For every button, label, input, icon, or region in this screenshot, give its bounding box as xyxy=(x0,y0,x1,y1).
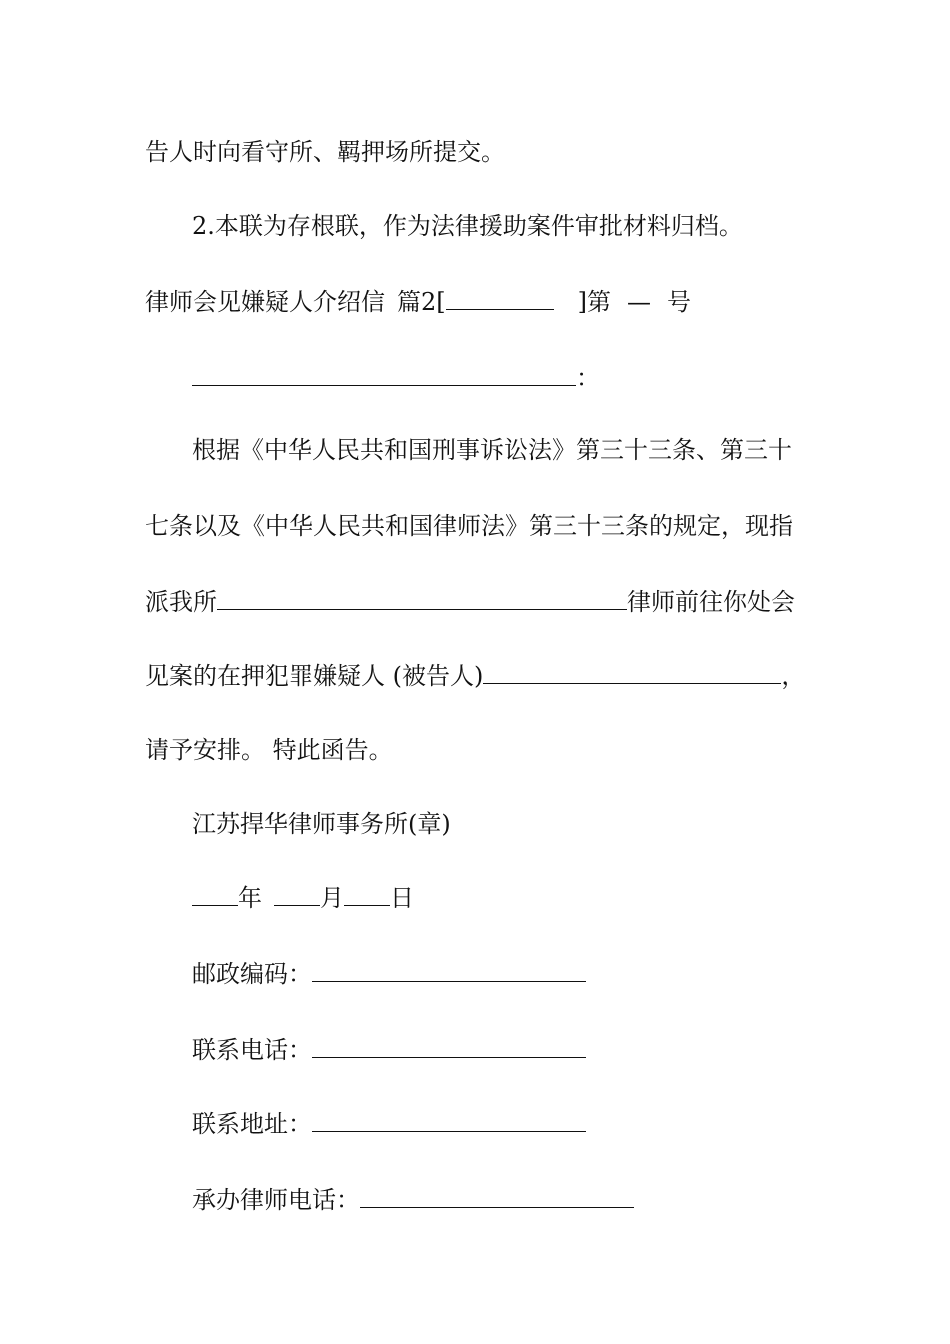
postal-code-line xyxy=(192,958,586,990)
year-label: 年 xyxy=(238,884,262,912)
lawyer-phone-line xyxy=(192,1184,634,1216)
body-line-1: 根据《中华人民共和国刑事诉讼法》第三十三条、第三十 xyxy=(192,436,792,464)
lawyer-phone-label: 承办律师电话： xyxy=(192,1186,360,1214)
suspect-name-blank[interactable] xyxy=(483,661,781,684)
phone-label: 联系电话： xyxy=(192,1036,312,1064)
letter-heading xyxy=(145,286,691,318)
heading-dash: — xyxy=(627,288,652,316)
postal-code-blank[interactable] xyxy=(312,959,586,982)
body-line-3 xyxy=(145,586,795,618)
body-line-2: 七条以及《中华人民共和国律师法》第三十三条的规定，现指 xyxy=(145,512,793,540)
addressee-colon: ： xyxy=(576,364,600,392)
letter-prefix-blank[interactable] xyxy=(446,287,554,310)
address-label: 联系地址： xyxy=(192,1110,312,1138)
text-line-1: 告人时向看守所、羁押场所提交。 xyxy=(145,138,505,166)
heading-number: 号 xyxy=(667,288,692,316)
postal-code-label: 邮政编码： xyxy=(192,960,312,988)
body-line-5: 请予安排。 特此函告。 xyxy=(145,736,393,764)
lawyer-phone-blank[interactable] xyxy=(360,1185,634,1208)
address-line xyxy=(192,1108,586,1140)
phone-line xyxy=(192,1034,586,1066)
heading-section: 篇2[ xyxy=(397,288,446,316)
heading-bracket-close: ]第 xyxy=(577,288,612,316)
body-line-3-start: 派我所 xyxy=(145,588,217,616)
body-line-4-end: ， xyxy=(781,662,806,690)
year-blank[interactable] xyxy=(192,883,238,906)
body-line-3-end: 律师前往你处会 xyxy=(627,588,795,616)
heading-title: 律师会见嫌疑人介绍信 xyxy=(145,288,385,316)
lawyer-name-blank[interactable] xyxy=(217,587,627,610)
firm-seal-line: 江苏捍华律师事务所(章) xyxy=(192,810,451,838)
address-blank[interactable] xyxy=(312,1109,586,1132)
addressee-line xyxy=(192,362,600,394)
month-blank[interactable] xyxy=(274,883,320,906)
addressee-blank[interactable] xyxy=(192,363,576,386)
month-label: 月 xyxy=(320,884,344,912)
text-line-2: 2.本联为存根联，作为法律援助案件审批材料归档。 xyxy=(192,212,743,240)
day-blank[interactable] xyxy=(344,883,390,906)
day-label: 日 xyxy=(390,884,414,912)
date-line xyxy=(192,882,414,914)
body-line-4 xyxy=(145,660,805,692)
phone-blank[interactable] xyxy=(312,1035,586,1058)
body-line-4-start: 见案的在押犯罪嫌疑人 (被告人) xyxy=(145,662,484,690)
